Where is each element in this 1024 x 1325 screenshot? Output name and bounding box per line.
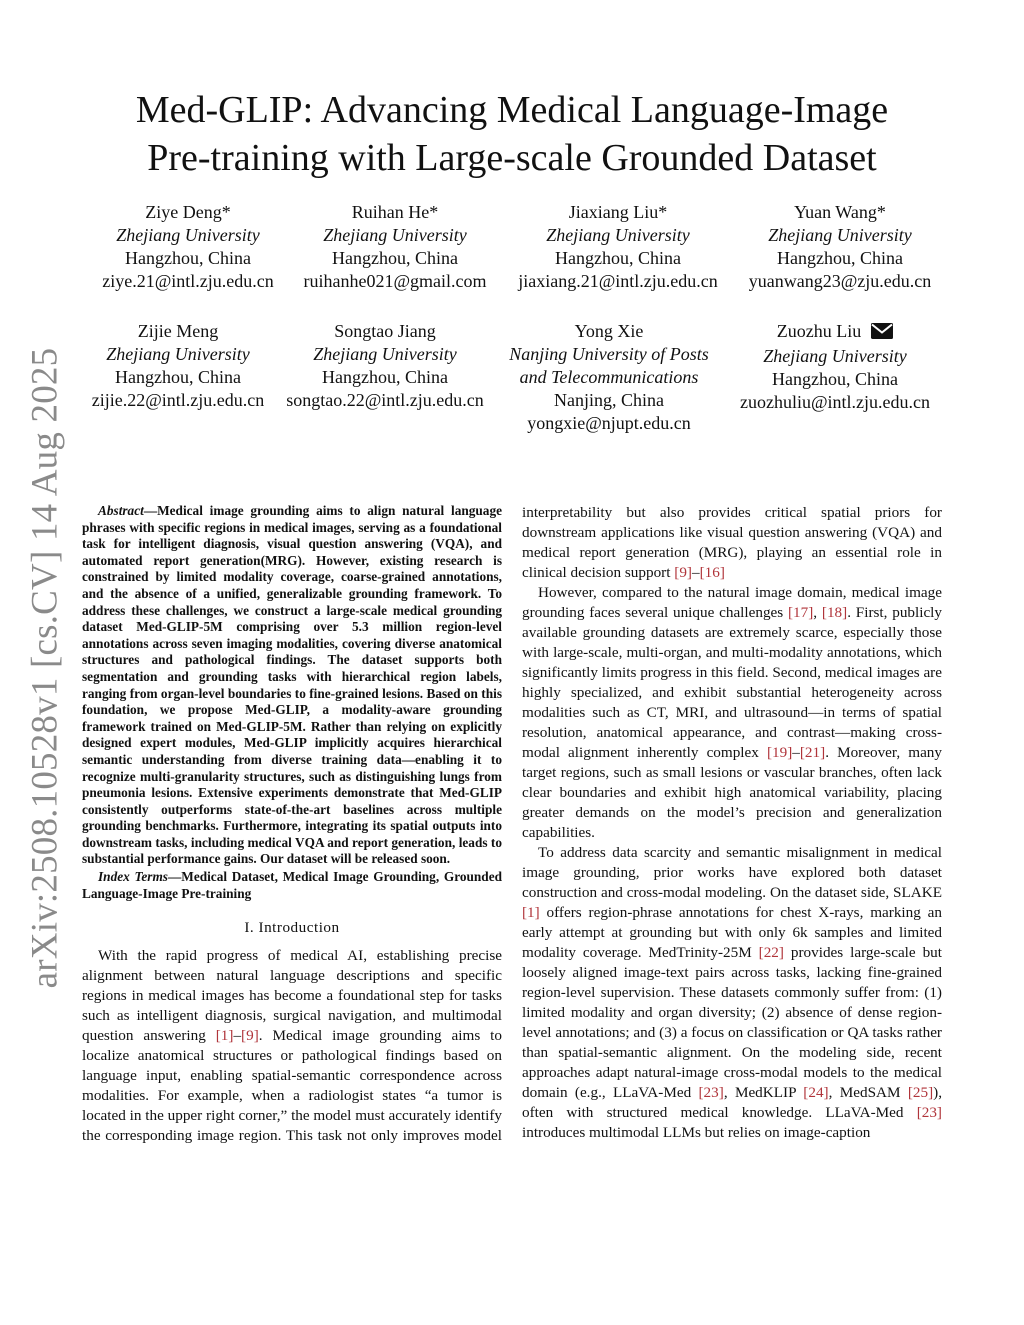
- citation-link[interactable]: [19]: [766, 744, 793, 761]
- author-affiliation: Zhejiang University: [313, 344, 457, 364]
- abstract-text: —Medical image grounding aims to align natural language phrases with specific regions in medical images, serving as a foundational task for intelligent diagnosis, visual question answering (VQA), and automated report generation(MRG). However, existing research is constrained by limited modality coverage, coarse-grained annotations, and the absence of a unified, generalizable grounding framework. To address these challenges, we construct a large-scale medical grounding dataset Med-GLIP-5M comprising over 5.3 million region-level annotations across seven imaging modalities, covering diverse anatomical structures and pathological findings. The dataset supports both segmentation and grounding tasks with hierarchical region labels, ranging from organ-level boundaries to fine-grained lesions. Based on this foundation, we propose Med-GLIP, a modality-aware grounding framework trained on Med-GLIP-5M. Rather than relying on explicitly designed expert modules, Med-GLIP implicitly acquires hierarchical semantic understanding from diverse training data—enabling it to recognize multi-granularity structures, such as distinguishing lungs from pneumonia lesions. Extensive experiments demonstrate that Med-GLIP consistently outperforms state-of-the-art baselines across multiple grounding benchmarks. Furthermore, integrating its spatial outputs into downstream tasks, including medical VQA and report generation, leads to substantial performance gains. Our dataset will be released soon.: [82, 503, 502, 867]
- author-affiliation: Zhejiang University: [768, 225, 912, 245]
- author-name: Songtao Jiang: [334, 321, 436, 341]
- abstract-label: Abstract: [98, 503, 144, 518]
- author-location: Nanjing, China: [554, 390, 664, 410]
- author-location: Hangzhou, China: [555, 248, 681, 268]
- citation-link[interactable]: [16]: [699, 564, 725, 581]
- title-line-2: Pre-training with Large-scale Grounded Dataset: [147, 137, 877, 179]
- author-affiliation: Zhejiang University: [546, 225, 690, 245]
- citation-link[interactable]: [23]: [698, 1084, 724, 1101]
- author-name: Yuan Wang*: [794, 202, 886, 222]
- author-location: Hangzhou, China: [332, 248, 458, 268]
- author-email[interactable]: songtao.22@intl.zju.edu.cn: [286, 390, 484, 410]
- author-email[interactable]: ziye.21@intl.zju.edu.cn: [102, 271, 274, 291]
- abstract: [82, 503, 502, 868]
- author-location: Hangzhou, China: [115, 367, 241, 387]
- author-block: [518, 201, 718, 293]
- title-line-1: Med-GLIP: Advancing Medical Language-Image: [135, 89, 889, 131]
- author-location: Hangzhou, China: [777, 248, 903, 268]
- index-terms-text: —Medical Dataset, Medical Image Grounding, Grounded Language-Image Pre-training: [82, 869, 502, 901]
- author-name: Zijie Meng: [137, 321, 219, 341]
- citation-link[interactable]: [21]: [799, 744, 826, 761]
- author-name: Ruihan He*: [351, 202, 439, 222]
- author-block: [286, 320, 484, 412]
- author-affiliation-line-2: and Telecommunications: [519, 367, 699, 387]
- author-name: Jiaxiang Liu*: [568, 202, 668, 222]
- para1-tail: interpretability but also provides critical spatial priors for downstream applications like visual question answering (VQA) and medical report generation (MRG), playing an essential role in clinical decision support: [522, 504, 942, 581]
- citation-link[interactable]: [9]: [674, 564, 692, 581]
- author-email[interactable]: zijie.22@intl.zju.edu.cn: [91, 390, 265, 410]
- citation-link[interactable]: [9]: [241, 1027, 259, 1045]
- arxiv-stamp: arXiv:2508.10528v1 [cs.CV] 14 Aug 2025: [24, 347, 66, 989]
- author-email[interactable]: jiaxiang.21@intl.zju.edu.cn: [518, 271, 718, 291]
- author-affiliation: Zhejiang University: [116, 225, 260, 245]
- author-email[interactable]: ruihanhe021@gmail.com: [303, 271, 487, 291]
- intro-paragraph-3: To address data scarcity and semantic misalignment in medical image grounding, prior works have explored both dataset construction and cross-modal modeling. On the dataset side, SLAKE [1] offers region-phrase annotations for chest X-rays, marking an early attempt at grounding but with only 6k samples and limited modality coverage. MedTrinity-25M [22] provides large-scale but loosely aligned image-text pairs across tasks, lacking fine-grained region-level supervision. These datasets commonly suffer from: (1) limited modality and organ diversity; (2) absence of dense region-level annotations; and (3) a focus on classification or QA tasks rather than spatial-semantic alignment. On the modeling side, recent approaches adapt natural-image cross-modal models to the medical domain (e.g., LLaVA-Med [23], MedKLIP [24], MedSAM [25]), often with structured medical knowledge. LLaVA-Med [23] introduces multimodal LLMs but relies on image-caption: [522, 844, 942, 1141]
- citation-link[interactable]: [1]: [522, 904, 540, 921]
- author-block: [740, 320, 930, 414]
- citation-link[interactable]: [1]: [215, 1027, 234, 1045]
- author-affiliation: Nanjing University of Posts: [509, 344, 709, 364]
- left-column: [82, 503, 502, 1146]
- author-name-row: [740, 320, 930, 345]
- author-block: [102, 201, 274, 293]
- intro-paragraph-2: However, compared to the natural image domain, medical image grounding faces several unique challenges [17], [18]. First, publicly available grounding datasets are extremely scarce, especially those with large-scale, multi-organ, and multi-modality annotations, which significantly limits progress in this field. Second, medical images are highly specialized, and exhibit substantial heterogeneity across modalities such as CT, MRI, and ultrasound—in terms of spatial resolution, anatomical appearance, and contrast—making cross-modal alignment inherently complex [19]–[21]. Moreover, many target regions, such as small lesions or vascular branches, often lack clear boundaries and exhibit high anatomical variability, placing greater demands on the model’s precision and generalization capabilities.: [522, 584, 942, 841]
- author-location: Hangzhou, China: [125, 248, 251, 268]
- section-heading: I. Introduction: [244, 919, 340, 937]
- author-email[interactable]: yongxie@njupt.edu.cn: [527, 413, 691, 433]
- index-terms-label: Index Terms: [98, 869, 168, 885]
- author-block: [749, 201, 932, 293]
- author-email[interactable]: yuanwang23@zju.edu.cn: [748, 271, 932, 291]
- citation-link[interactable]: [17]: [787, 604, 814, 621]
- right-column: [522, 503, 942, 1143]
- author-affiliation: Zhejiang University: [763, 346, 907, 366]
- author-affiliation: Zhejiang University: [106, 344, 250, 364]
- intro-paragraph-1-continued: interpretability but also provides critical spatial priors for downstream applications like visual question answering (VQA) and medical report generation (MRG), playing an essential role in clinical decision support [9]–[16]: [522, 504, 942, 581]
- envelope-icon: [871, 322, 893, 345]
- paper-title: [80, 86, 944, 182]
- citation-link[interactable]: [25]: [907, 1084, 934, 1101]
- author-name: Yong Xie: [574, 321, 644, 341]
- author-location: Hangzhou, China: [772, 369, 898, 389]
- author-email[interactable]: zuozhuliu@intl.zju.edu.cn: [739, 392, 931, 412]
- citation-link[interactable]: [24]: [803, 1084, 829, 1101]
- author-block: [509, 320, 709, 435]
- author-block: [303, 201, 486, 293]
- citation-link[interactable]: [23]: [916, 1104, 942, 1121]
- citation-link[interactable]: [18]: [821, 604, 848, 621]
- intro-paragraph-1: With the rapid progress of medical AI, establishing precise alignment between natural language descriptions and specific regions in medical images has become a foundational step for tasks such as intelligent diagnosis, surgical navigation, and multimodal question answering [1]–[9]. Medical image grounding aims to localize anatomical structures or pathological findings based on language input, enabling spatial-semantic correspondence across modalities. For example, when a radiologist states “a tumor is located in the upper right corner,” the model must accurately identify the corresponding image region. This task not only improves model: [82, 947, 502, 1145]
- author-name: Zuozhu Liu: [776, 321, 862, 341]
- author-affiliation: Zhejiang University: [323, 225, 467, 245]
- author-location: Hangzhou, China: [322, 367, 448, 387]
- citation-link[interactable]: [22]: [758, 944, 784, 961]
- author-name: Ziye Deng*: [145, 202, 231, 222]
- index-terms: [82, 869, 502, 902]
- author-block: [92, 320, 265, 412]
